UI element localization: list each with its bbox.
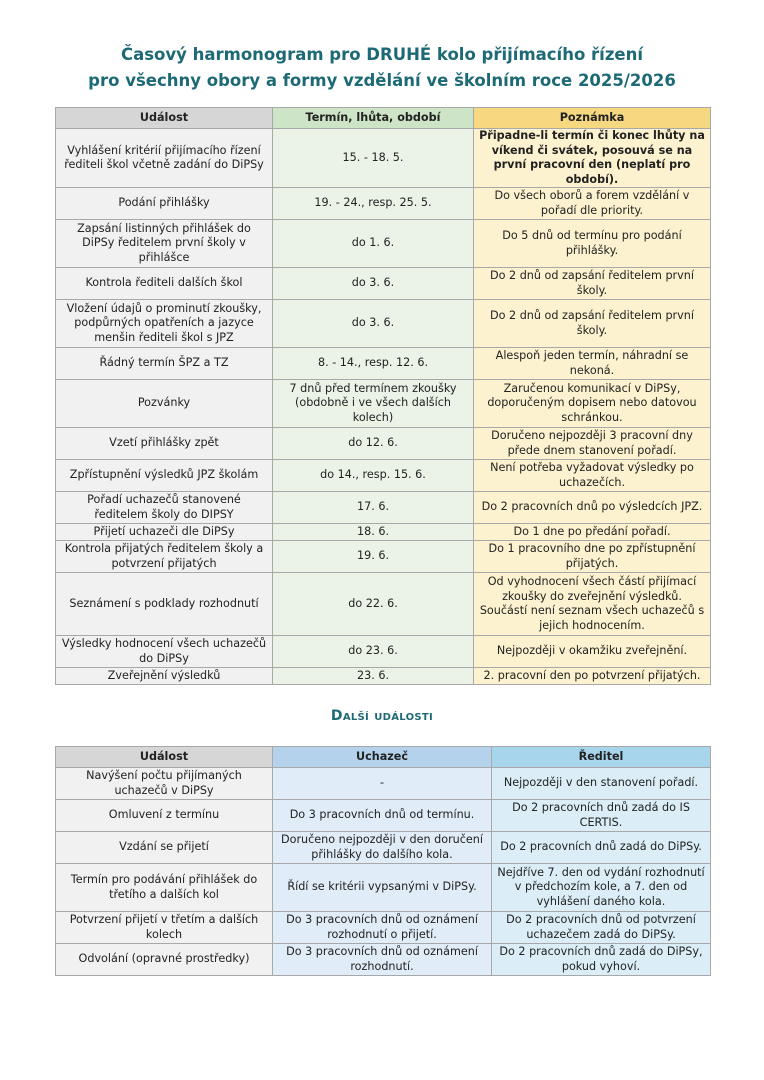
director-cell: Do 2 pracovních dnů zadá do DiPSy, pokud vyhoví. <box>492 944 711 976</box>
note-cell: Zaručenou komunikací v DiPSy, doporučeným dopisem nebo datovou schránkou. <box>474 380 711 428</box>
title-line-2: pro všechny obory a formy vzdělání ve školním roce 2025/2026 <box>88 71 676 90</box>
table-row <box>56 300 711 348</box>
event-cell: Vzetí přihlášky zpět <box>56 428 273 460</box>
deadline-cell: 19. - 24., resp. 25. 5. <box>273 188 474 220</box>
deadline-cell: 15. - 18. 5. <box>273 129 474 188</box>
event-cell: Omluvení z termínu <box>56 800 273 832</box>
event-cell: Zveřejnění výsledků <box>56 668 273 685</box>
applicant-cell: Do 3 pracovních dnů od oznámení rozhodnutí. <box>273 944 492 976</box>
applicant-cell: - <box>273 768 492 800</box>
note-cell: Doručeno nejpozději 3 pracovní dny předе dnem stanovení pořadí. <box>474 428 711 460</box>
deadline-cell: do 3. 6. <box>273 268 474 300</box>
table-row <box>56 800 711 832</box>
director-cell: Do 2 pracovních dnů zadá do IS CERTIS. <box>492 800 711 832</box>
note-cell: Od vyhodnocení všech částí přijímací zkoušky do zveřejnění výsledků. Součástí není seznam všech uchazečů s jejich hodnocením. <box>474 573 711 636</box>
event-cell: Vzdání se přijetí <box>56 832 273 864</box>
event-cell: Odvolání (opravné prostředky) <box>56 944 273 976</box>
title-line-1: Časový harmonogram pro DRUHÉ kolo přijímacího řízení <box>120 45 644 64</box>
table-row <box>56 460 711 492</box>
deadline-cell: 18. 6. <box>273 524 474 541</box>
table-row <box>56 864 711 912</box>
deadline-cell: do 1. 6. <box>273 220 474 268</box>
other-events-table <box>55 746 711 976</box>
deadline-cell: do 3. 6. <box>273 300 474 348</box>
event-cell: Termín pro podávání přihlášek do třetího a dalších kol <box>56 864 273 912</box>
event-cell: Pozvánky <box>56 380 273 428</box>
event-cell: Podání přihlášky <box>56 188 273 220</box>
table-row <box>56 129 711 188</box>
director-cell: Nejdříve 7. den od vydání rozhodnutí v předchozím kole, a 7. den od vyhlášení daného kola. <box>492 864 711 912</box>
table-row <box>56 268 711 300</box>
applicant-cell: Doručeno nejpozději v den doručení přihlášky do dalšího kola. <box>273 832 492 864</box>
event-cell: Vložení údajů o prominutí zkoušky, podpůrných opatřeních a jazyce menšin řediteli škol s JPZ <box>56 300 273 348</box>
event-cell: Potvrzení přijetí v třetím a dalších kolech <box>56 912 273 944</box>
event-cell: Přijetí uchazeči dle DiPSy <box>56 524 273 541</box>
table-row <box>56 768 711 800</box>
table-row <box>56 832 711 864</box>
note-cell: Do 1 pracovního dne po zpřístupnění přijatých. <box>474 541 711 573</box>
applicant-cell: Řídí se kritérii vypsanými v DiPSy. <box>273 864 492 912</box>
director-cell: Do 2 pracovních dnů zadá do DiPSy. <box>492 832 711 864</box>
event-cell: Pořadí uchazečů stanovené ředitelem školy do DIPSY <box>56 492 273 524</box>
schedule-header-row <box>56 108 711 129</box>
schedule-table <box>55 107 711 685</box>
header-applicant: Uchazeč <box>273 747 492 768</box>
other-events-header-row <box>56 747 711 768</box>
event-cell: Navýšení počtu přijímaných uchazečů v DiPSy <box>56 768 273 800</box>
note-cell: Nejpozději v okamžiku zveřejnění. <box>474 636 711 668</box>
note-cell: Do 2 dnů od zapsání ředitelem první školy. <box>474 268 711 300</box>
table-row <box>56 220 711 268</box>
table-row <box>56 348 711 380</box>
note-cell: Alespoň jeden termín, náhradní se nekoná. <box>474 348 711 380</box>
event-cell: Řádný termín ŠPZ a TZ <box>56 348 273 380</box>
event-cell: Zapsání listinných přihlášek do DiPSy ředitelem první školy v přihlášce <box>56 220 273 268</box>
note-cell: 2. pracovní den po potvrzení přijatých. <box>474 668 711 685</box>
header-director: Ředitel <box>492 747 711 768</box>
director-cell: Do 2 pracovních dnů od potvrzení uchazečem zadá do DiPSy. <box>492 912 711 944</box>
note-cell: Do 2 dnů od zapsání ředitelem první školy. <box>474 300 711 348</box>
header-note: Poznámka <box>474 108 711 129</box>
section-title-other-events: Další události <box>330 708 434 724</box>
deadline-cell: do 23. 6. <box>273 636 474 668</box>
deadline-cell: 17. 6. <box>273 492 474 524</box>
note-cell: Do 2 pracovních dnů po výsledcích JPZ. <box>474 492 711 524</box>
note-cell: Do všech oborů a forem vzdělání v pořadí dle priority. <box>474 188 711 220</box>
table-row <box>56 668 711 685</box>
table-row <box>56 636 711 668</box>
table-row <box>56 380 711 428</box>
table-row <box>56 188 711 220</box>
header-event: Událost <box>56 747 273 768</box>
director-cell: Nejpozději v den stanovení pořadí. <box>492 768 711 800</box>
event-cell: Vyhlášení kritérií přijímacího řízení řediteli škol včetně zadání do DiPSy <box>56 129 273 188</box>
event-cell: Kontrola přijatých ředitelem školy a potvrzení přijatých <box>56 541 273 573</box>
deadline-cell: do 22. 6. <box>273 573 474 636</box>
deadline-cell: do 14., resp. 15. 6. <box>273 460 474 492</box>
event-cell: Výsledky hodnocení všech uchazečů do DiPSy <box>56 636 273 668</box>
note-cell: Do 5 dnů od termínu pro podání přihlášky. <box>474 220 711 268</box>
header-event: Událost <box>56 108 273 129</box>
header-deadline: Termín, lhůta, období <box>273 108 474 129</box>
event-cell: Kontrola řediteli dalších škol <box>56 268 273 300</box>
deadline-cell: 7 dnů před termínem zkoušky (obdobně i ve všech dalších kolech) <box>273 380 474 428</box>
page-title <box>0 42 764 94</box>
table-row <box>56 541 711 573</box>
note-cell: Do 1 dne po předání pořadí. <box>474 524 711 541</box>
deadline-cell: do 12. 6. <box>273 428 474 460</box>
applicant-cell: Do 3 pracovních dnů od termínu. <box>273 800 492 832</box>
table-row <box>56 912 711 944</box>
note-cell: Připadne-li termín či konec lhůty na víkend či svátek, posouvá se na první pracovní den (neplatí pro období). <box>474 129 711 188</box>
table-row <box>56 573 711 636</box>
table-row <box>56 944 711 976</box>
event-cell: Zpřístupnění výsledků JPZ školám <box>56 460 273 492</box>
deadline-cell: 8. - 14., resp. 12. 6. <box>273 348 474 380</box>
event-cell: Seznámení s podklady rozhodnutí <box>56 573 273 636</box>
applicant-cell: Do 3 pracovních dnů od oznámení rozhodnutí o přijetí. <box>273 912 492 944</box>
note-cell: Není potřeba vyžadovat výsledky po uchazečích. <box>474 460 711 492</box>
table-row <box>56 524 711 541</box>
deadline-cell: 23. 6. <box>273 668 474 685</box>
table-row <box>56 428 711 460</box>
deadline-cell: 19. 6. <box>273 541 474 573</box>
table-row <box>56 492 711 524</box>
